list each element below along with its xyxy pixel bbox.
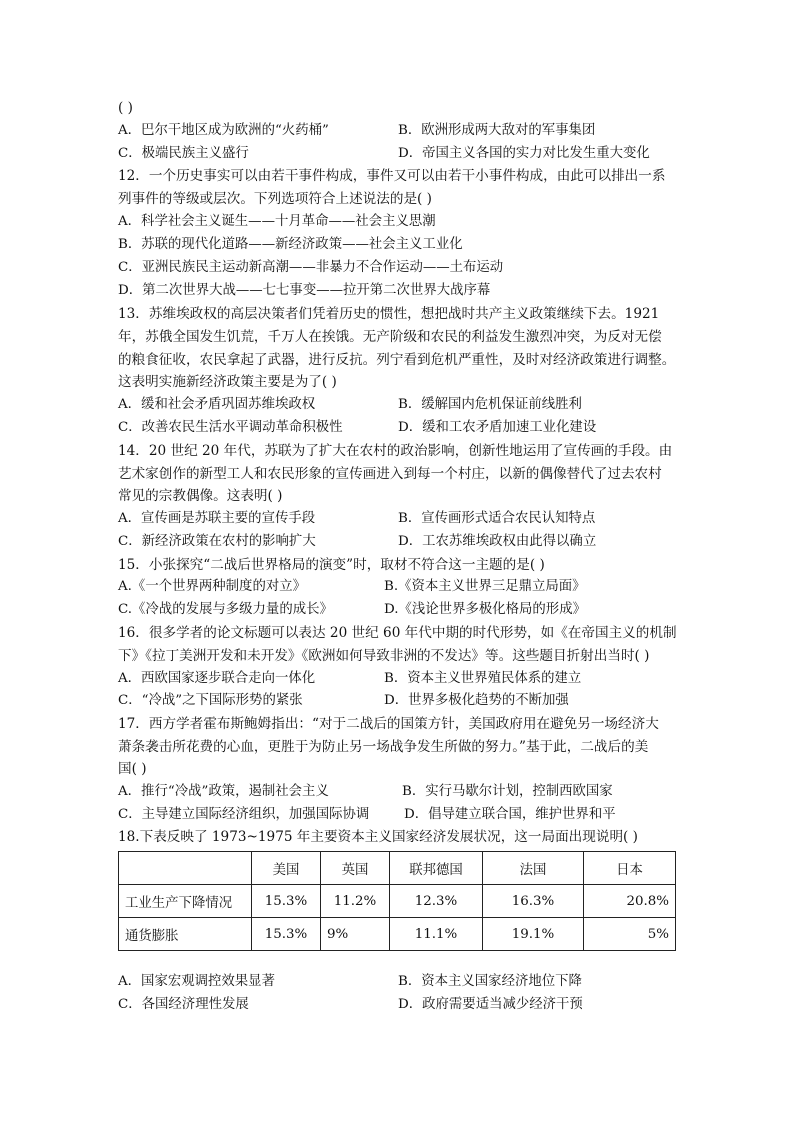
q12-stem-line2: 列事件的等级或层次。下列选项符合上述说法的是( ): [118, 191, 432, 207]
table-cell: 20.8%: [584, 885, 676, 918]
q16-option-d: D．世界多极化趋势的不断加强: [384, 693, 569, 708]
q12-option-a: A．科学社会主义诞生——十月革命——社会主义思潮: [118, 214, 436, 229]
q14-option-b: B．宣传画形式适合农民认知特点: [398, 511, 596, 526]
table-row: [119, 885, 676, 918]
q16-option-a: A．西欧国家逐步联合走向一体化: [118, 671, 316, 686]
q11-option-a: A．巴尔干地区成为欧洲的“火药桶”: [118, 123, 329, 138]
q18-stem-line1: 18.下表反映了 1973~1975 年主要资本主义国家经济发展状况，这一局面出现说明( ): [118, 829, 638, 845]
q17-option-a: A．推行“冷战”政策，遏制社会主义: [118, 784, 329, 799]
q18-economy-table: [118, 851, 676, 951]
q18-option-b: B．资本主义国家经济地位下降: [398, 974, 582, 989]
q15-option-c: C.《冷战的发展与多级力量的成长》: [118, 602, 333, 617]
q17-option-c: C．主导建立国际经济组织，加强国际协调: [118, 807, 370, 822]
q13-stem-line3: 的粮食征收，农民拿起了武器，进行反抗。列宁看到危机严重性，及时对经济政策进行调整。: [118, 352, 676, 368]
table-cell: 11.2%: [321, 885, 390, 918]
q13-option-c: C．改善农民生活水平调动革命积极性: [118, 420, 343, 435]
table-row-label: 通货膨胀: [119, 918, 252, 951]
q11-option-d: D．帝国主义各国的实力对比发生重大变化: [398, 146, 650, 161]
table-cell: 15.3%: [252, 918, 321, 951]
table-cell: 15.3%: [252, 885, 321, 918]
q13-stem-line1: 13．苏维埃政权的高层决策者们凭着历史的惯性，想把战时共产主义政策继续下去。1921: [118, 306, 660, 322]
q12-option-d: D．第二次世界大战——七七事变——拉开第二次世界大战序幕: [118, 283, 491, 298]
table-header-cell: [119, 852, 252, 885]
q18-option-a: A．国家宏观调控效果显著: [118, 974, 275, 989]
q11-option-c: C．极端民族主义盛行: [118, 146, 249, 161]
q17-stem-line3: 国( ): [118, 761, 147, 777]
q13-stem-line2: 年，苏俄全国发生饥荒，千万人在挨饿。无产阶级和农民的利益发生激烈冲突，为反对无偿: [118, 329, 662, 345]
q12-option-c: C．亚洲民族民主运动新高潮——非暴力不合作运动——土布运动: [118, 260, 504, 275]
table-header-cell: 日本: [584, 852, 676, 885]
q15-stem-line1: 15．小张探究“二战后世界格局的演变”时，取材不符合这一主题的是( ): [118, 557, 545, 573]
table-cell: 9%: [321, 918, 390, 951]
q18-option-d: D．政府需要适当减少经济干预: [398, 997, 583, 1012]
q14-option-a: A．宣传画是苏联主要的宣传手段: [118, 511, 316, 526]
q12-stem-line1: 12．一个历史事实可以由若干事件构成，事件又可以由若干小事件构成，由此可以排出一系: [118, 168, 666, 184]
q17-stem-line2: 萧条袭击所花费的心血，更胜于为防止另一场战争发生所做的努力。”基于此，二战后的美: [118, 739, 649, 755]
q14-stem-line3: 常见的宗教偶像。这表明( ): [118, 488, 283, 504]
q14-option-c: C．新经济政策在农村的影响扩大: [118, 534, 316, 549]
table-cell: 5%: [584, 918, 676, 951]
q13-option-d: D．缓和工农矛盾加速工业化建设: [398, 420, 597, 435]
table-cell: 11.1%: [390, 918, 483, 951]
table-cell: 19.1%: [483, 918, 584, 951]
table-row-label: 工业生产下降情况: [119, 885, 252, 918]
table-cell: 12.3%: [390, 885, 483, 918]
table-header-cell: 美国: [252, 852, 321, 885]
q11-answer-bracket: ( ): [118, 100, 133, 116]
q15-option-a: A.《一个世界两种制度的对立》: [118, 579, 307, 594]
q17-option-d: D．倡导建立联合国，维护世界和平: [404, 807, 616, 822]
table-header-cell: 法国: [483, 852, 584, 885]
table-header-cell: 英国: [321, 852, 390, 885]
q13-option-a: A．缓和社会矛盾巩固苏维埃政权: [118, 397, 316, 412]
table-header-cell: 联邦德国: [390, 852, 483, 885]
q14-option-d: D．工农苏维埃政权由此得以确立: [398, 534, 597, 549]
q17-option-b: B．实行马歇尔计划，控制西欧国家: [402, 784, 613, 799]
q18-option-c: C．各国经济理性发展: [118, 997, 249, 1012]
q14-stem-line2: 艺术家创作的新型工人和农民形象的宣传画进入到每一个村庄，以新的偶像替代了过去农村: [118, 466, 662, 482]
q15-option-b: B.《资本主义世界三足鼎立局面》: [384, 579, 586, 594]
q16-option-b: B．资本主义世界殖民体系的建立: [384, 671, 582, 686]
q15-option-d: D.《浅论世界多极化格局的形成》: [384, 602, 586, 617]
q17-stem-line1: 17．西方学者霍布斯鲍姆指出：“对于二战后的国策方针，美国政府用在避免另一场经济大: [118, 716, 659, 732]
q16-stem-line1: 16．很多学者的论文标题可以表达 20 世纪 60 年代中期的时代形势，如《在帝国主义的机制: [118, 625, 677, 641]
table-row: [119, 918, 676, 951]
q13-stem-line4: 这表明实施新经济政策主要是为了( ): [118, 374, 337, 390]
table-header-row: [119, 852, 676, 885]
q14-stem-line1: 14．20 世纪 20 年代，苏联为了扩大在农村的政治影响，创新性地运用了宣传画的手段。由: [118, 443, 673, 459]
q12-option-b: B．苏联的现代化道路——新经济政策——社会主义工业化: [118, 237, 463, 252]
q13-option-b: B．缓解国内危机保证前线胜利: [398, 397, 582, 412]
q16-option-c: C．“冷战”之下国际形势的紧张: [118, 693, 303, 708]
table-cell: 16.3%: [483, 885, 584, 918]
q11-option-b: B．欧洲形成两大敌对的军事集团: [398, 123, 596, 138]
q16-stem-line2: 下》《拉丁美洲开发和未开发》《欧洲如何导致非洲的不发达》等。这些题目折射出当时( ): [118, 648, 650, 664]
